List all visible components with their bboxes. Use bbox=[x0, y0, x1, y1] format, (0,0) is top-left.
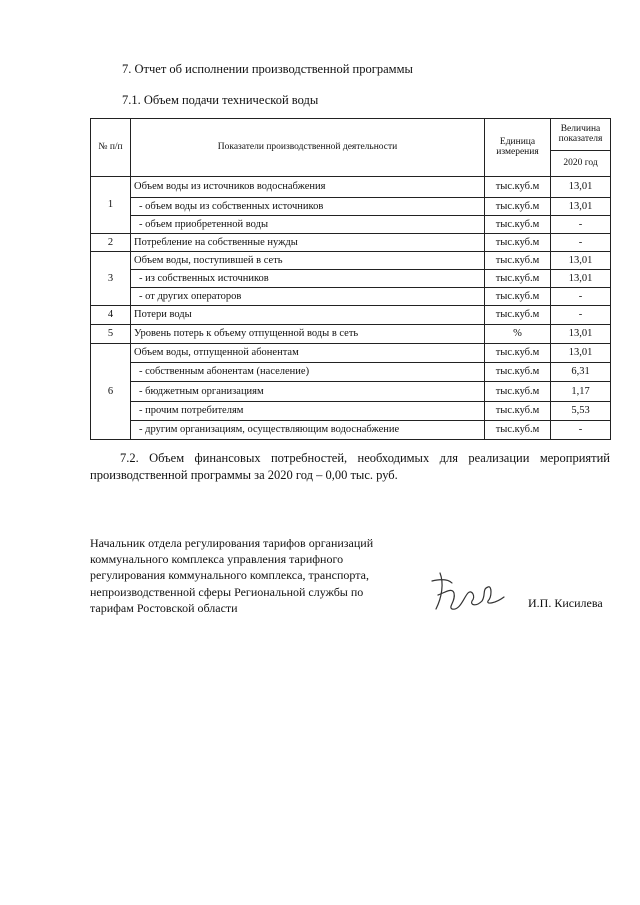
row-indicator: - из собственных источников bbox=[131, 270, 485, 288]
row-indicator: - бюджетным организациям bbox=[131, 382, 485, 402]
row-indicator: - прочим потребителям bbox=[131, 402, 485, 421]
row-indicator: - другим организациям, осуществляющим водоснабжение bbox=[131, 421, 485, 440]
row-value: - bbox=[551, 288, 611, 306]
row-unit: тыс.куб.м bbox=[485, 234, 551, 252]
header-unit: Единица измерения bbox=[485, 119, 551, 177]
table-row bbox=[91, 270, 611, 288]
row-unit: тыс.куб.м bbox=[485, 252, 551, 270]
row-value: 6,31 bbox=[551, 363, 611, 382]
row-value: 13,01 bbox=[551, 270, 611, 288]
water-supply-table bbox=[90, 118, 611, 440]
header-value: Величина показателя bbox=[551, 119, 611, 151]
row-indicator: Потребление на собственные нужды bbox=[131, 234, 485, 252]
row-number: 4 bbox=[91, 306, 131, 325]
table-row bbox=[91, 325, 611, 344]
row-value: 13,01 bbox=[551, 177, 611, 198]
row-unit: тыс.куб.м bbox=[485, 363, 551, 382]
row-indicator: - объем приобретенной воды bbox=[131, 216, 485, 234]
subsection-heading: 7.1. Объем подачи технической воды bbox=[122, 93, 319, 107]
section-heading: 7. Отчет об исполнении производственной программы bbox=[122, 62, 413, 76]
row-unit: тыс.куб.м bbox=[485, 288, 551, 306]
row-value: - bbox=[551, 234, 611, 252]
row-indicator: - от других операторов bbox=[131, 288, 485, 306]
row-value: - bbox=[551, 306, 611, 325]
row-unit: % bbox=[485, 325, 551, 344]
handwritten-signature bbox=[426, 567, 512, 615]
financial-needs-paragraph: 7.2. Объем финансовых потребностей, необходимых для реализации мероприятий производственной программы за 2020 год – 0,00 тыс. руб. bbox=[90, 451, 610, 482]
row-unit: тыс.куб.м bbox=[485, 382, 551, 402]
row-unit: тыс.куб.м bbox=[485, 344, 551, 363]
table-row bbox=[91, 234, 611, 252]
row-value: - bbox=[551, 421, 611, 440]
signatory-name: И.П. Кисилева bbox=[528, 596, 603, 610]
row-number: 6 bbox=[91, 344, 131, 440]
row-value: 1,17 bbox=[551, 382, 611, 402]
row-indicator: Потери воды bbox=[131, 306, 485, 325]
header-indicator: Показатели производственной деятельности bbox=[131, 119, 485, 177]
row-indicator: Уровень потерь к объему отпущенной воды в сеть bbox=[131, 325, 485, 344]
row-number: 1 bbox=[91, 177, 131, 234]
table-row bbox=[91, 216, 611, 234]
table-row bbox=[91, 402, 611, 421]
row-number: 2 bbox=[91, 234, 131, 252]
row-value: 13,01 bbox=[551, 344, 611, 363]
table-row bbox=[91, 421, 611, 440]
row-indicator: - объем воды из собственных источников bbox=[131, 198, 485, 216]
row-value: 5,53 bbox=[551, 402, 611, 421]
row-number: 5 bbox=[91, 325, 131, 344]
table-row bbox=[91, 177, 611, 198]
row-unit: тыс.куб.м bbox=[485, 306, 551, 325]
row-value: 13,01 bbox=[551, 325, 611, 344]
row-unit: тыс.куб.м bbox=[485, 216, 551, 234]
row-value: 13,01 bbox=[551, 198, 611, 216]
table-row bbox=[91, 344, 611, 363]
header-year: 2020 год bbox=[551, 151, 611, 177]
row-unit: тыс.куб.м bbox=[485, 270, 551, 288]
row-number: 3 bbox=[91, 252, 131, 306]
row-unit: тыс.куб.м bbox=[485, 421, 551, 440]
table-header-row bbox=[91, 119, 611, 151]
table-row bbox=[91, 198, 611, 216]
table-row bbox=[91, 382, 611, 402]
row-indicator: - собственным абонентам (население) bbox=[131, 363, 485, 382]
row-indicator: Объем воды из источников водоснабжения bbox=[131, 177, 485, 198]
signatory-position: Начальник отдела регулирования тарифов организаций коммунального комплекса управления тарифного регулирования коммунального комплекса, транспорта, непроизводственной сферы Региональной службы по тарифам Ростовской области bbox=[90, 536, 374, 615]
row-value: - bbox=[551, 216, 611, 234]
table-row bbox=[91, 363, 611, 382]
table-row bbox=[91, 288, 611, 306]
row-indicator: Объем воды, поступившей в сеть bbox=[131, 252, 485, 270]
row-indicator: Объем воды, отпущенной абонентам bbox=[131, 344, 485, 363]
table-row bbox=[91, 306, 611, 325]
header-no: № п/п bbox=[91, 119, 131, 177]
row-unit: тыс.куб.м bbox=[485, 177, 551, 198]
row-unit: тыс.куб.м bbox=[485, 198, 551, 216]
row-unit: тыс.куб.м bbox=[485, 402, 551, 421]
table-row bbox=[91, 252, 611, 270]
row-value: 13,01 bbox=[551, 252, 611, 270]
